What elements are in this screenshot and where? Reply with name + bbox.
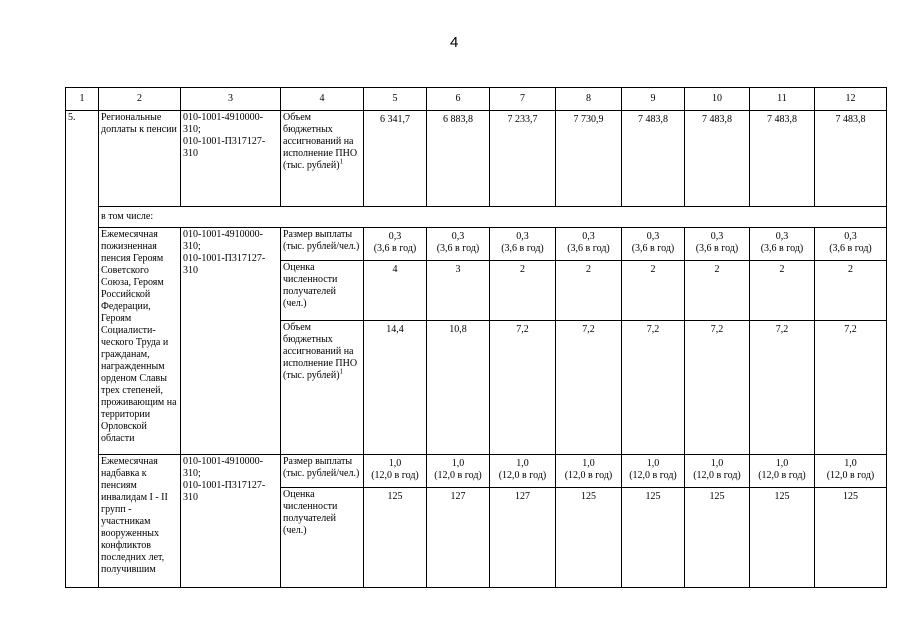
- value-cell: [490, 228, 556, 261]
- value: 127: [450, 491, 466, 502]
- column-header: 1: [66, 88, 99, 111]
- value-cell: [427, 261, 490, 321]
- value: 2: [714, 264, 720, 275]
- budget-code-2: 010-1001-П317127-310: [183, 136, 266, 159]
- value-cell: 6 341,7: [364, 111, 427, 207]
- value-cell: [364, 321, 427, 455]
- value: 3: [455, 264, 461, 275]
- column-header: 9: [622, 88, 685, 111]
- value-cell: [815, 488, 887, 588]
- row-number: 5.: [66, 111, 99, 588]
- value-cell: [685, 228, 750, 261]
- budget-code: [181, 455, 281, 588]
- value-cell: [622, 228, 685, 261]
- budget-code-2: 010-1001-П317127-310: [183, 480, 266, 503]
- value: 0,3: [582, 231, 595, 242]
- value-cell: [622, 261, 685, 321]
- value: 125: [387, 491, 403, 502]
- value-note: (12,0 в год): [564, 470, 613, 481]
- value-cell: [556, 261, 622, 321]
- value-cell: [750, 488, 815, 588]
- value: 14,4: [386, 324, 404, 335]
- value-cell: [364, 228, 427, 261]
- column-header: 11: [750, 88, 815, 111]
- value: 127: [515, 491, 530, 502]
- column-header: 7: [490, 88, 556, 111]
- value-cell: [750, 261, 815, 321]
- value: 7,2: [516, 324, 529, 335]
- value-cell: [556, 455, 622, 488]
- indicator: [281, 111, 364, 207]
- document-table: [65, 87, 887, 588]
- value-cell: 7 233,7: [490, 111, 556, 207]
- table-row: [66, 228, 887, 261]
- value: 7,2: [775, 324, 789, 335]
- value-cell: [622, 455, 685, 488]
- column-header: 5: [364, 88, 427, 111]
- budget-code-1: 010-1001-4910000-310;: [183, 112, 263, 135]
- value: 1,0: [516, 458, 529, 469]
- page-number: 4: [450, 34, 459, 51]
- value: 2: [520, 264, 525, 275]
- row-name: Региональные доплаты к пенсии: [99, 111, 181, 207]
- indicator-text: Объем бюджетных ассигнований на исполнение ПНО (тыс. рублей): [283, 322, 358, 381]
- value: 125: [843, 491, 858, 502]
- budget-code-1: 010-1001-4910000-310;: [183, 229, 263, 252]
- value-cell: [490, 455, 556, 488]
- value-cell: 7 730,9: [556, 111, 622, 207]
- value-cell: [815, 321, 887, 455]
- value: 1,0: [844, 458, 857, 469]
- value: 0,3: [388, 231, 402, 242]
- column-header: 8: [556, 88, 622, 111]
- section-b-name: Ежемесячная надбавка к пенсиям инвалидам I - II групп - участникам вооруженных конфликтов последних лет, получившим: [99, 455, 181, 588]
- indicator: [281, 321, 364, 455]
- footnote-mark: 1: [339, 157, 344, 166]
- value-cell: 7 483,8: [815, 111, 887, 207]
- value-cell: [427, 455, 490, 488]
- value: 125: [774, 491, 790, 502]
- value-cell: [490, 488, 556, 588]
- value-cell: [750, 228, 815, 261]
- value-note: (3,6 в год): [631, 243, 675, 254]
- header-row: [66, 88, 887, 111]
- value-note: (3,6 в год): [829, 243, 872, 254]
- value: 1,0: [710, 458, 724, 469]
- value-cell: [427, 488, 490, 588]
- value: 2: [848, 264, 853, 275]
- value-note: (12,0 в год): [434, 470, 482, 481]
- indicator: Размер выплаты (тыс. рублей/чел.): [281, 228, 364, 261]
- value-note: (12,0 в год): [693, 470, 741, 481]
- budget-code: [181, 228, 281, 455]
- value-cell: [750, 455, 815, 488]
- value: 1,0: [451, 458, 465, 469]
- value: 0,3: [844, 231, 857, 242]
- value: 7,2: [710, 324, 724, 335]
- indicator: Оценка численности получателей (чел.): [281, 488, 364, 588]
- column-header: 12: [815, 88, 887, 111]
- value: 2: [650, 264, 656, 275]
- value-cell: [750, 321, 815, 455]
- column-header: 4: [281, 88, 364, 111]
- value: 7,2: [844, 324, 857, 335]
- value: 10,8: [449, 324, 467, 335]
- value: 125: [709, 491, 725, 502]
- value: 7,2: [646, 324, 660, 335]
- including-label: в том числе:: [99, 207, 887, 228]
- value-note: (3,6 в год): [373, 243, 417, 254]
- budget-code-2: 010-1001-П317127-310: [183, 253, 266, 276]
- budget-code: [181, 111, 281, 207]
- value-note: (12,0 в год): [758, 470, 806, 481]
- value-cell: 7 483,8: [622, 111, 685, 207]
- indicator: Оценка численности получателей (чел.): [281, 261, 364, 321]
- value: 0,3: [516, 231, 529, 242]
- value: 2: [586, 264, 591, 275]
- value: 1,0: [646, 458, 660, 469]
- value-cell: [556, 321, 622, 455]
- value-cell: 7 483,8: [750, 111, 815, 207]
- value-cell: [685, 488, 750, 588]
- value: 1,0: [582, 458, 595, 469]
- value: 1,0: [775, 458, 789, 469]
- value-cell: [490, 321, 556, 455]
- value-note: (3,6 в год): [436, 243, 480, 254]
- value: 125: [645, 491, 661, 502]
- value-cell: [427, 321, 490, 455]
- value-note: (3,6 в год): [567, 243, 610, 254]
- footnote-mark: 1: [339, 367, 344, 376]
- value: 125: [581, 491, 596, 502]
- value-cell: 7 483,8: [685, 111, 750, 207]
- value-cell: [556, 228, 622, 261]
- value: 7,2: [582, 324, 595, 335]
- value-cell: [364, 455, 427, 488]
- value-cell: [685, 455, 750, 488]
- column-header: 3: [181, 88, 281, 111]
- value-note: (3,6 в год): [695, 243, 739, 254]
- value-note: (3,6 в год): [501, 243, 544, 254]
- value-note: (3,6 в год): [760, 243, 804, 254]
- value-cell: [364, 261, 427, 321]
- value-cell: [622, 321, 685, 455]
- value-cell: [815, 261, 887, 321]
- column-header: 6: [427, 88, 490, 111]
- value-note: (12,0 в год): [498, 470, 547, 481]
- value: 0,3: [646, 231, 660, 242]
- indicator: Размер выплаты (тыс. рублей/чел.): [281, 455, 364, 488]
- value-cell: 6 883,8: [427, 111, 490, 207]
- value-note: (12,0 в год): [371, 470, 419, 481]
- column-header: 10: [685, 88, 750, 111]
- table-row: [66, 455, 887, 488]
- value: 2: [779, 264, 785, 275]
- value-cell: [685, 321, 750, 455]
- value-cell: [815, 455, 887, 488]
- indicator-text: Объем бюджетных ассигнований на исполнение ПНО (тыс. рублей): [283, 112, 358, 171]
- value-cell: [427, 228, 490, 261]
- value: 0,3: [775, 231, 789, 242]
- budget-code-1: 010-1001-4910000-310;: [183, 456, 263, 479]
- value-cell: [490, 261, 556, 321]
- value-cell: [622, 488, 685, 588]
- section-a-name: Ежемесячная пожизненная пенсия Героям Советского Союза, Героям Российской Федерации, Героям Социалисти-ческого Труда и гражданам, награжденным орденом Славы трех степеней, проживающим на территории Орловской области: [99, 228, 181, 455]
- table-row: [66, 111, 887, 207]
- table-row: [66, 207, 887, 228]
- value: 4: [392, 264, 398, 275]
- value-cell: [556, 488, 622, 588]
- value-note: (12,0 в год): [629, 470, 677, 481]
- column-header: 2: [99, 88, 181, 111]
- value-cell: [815, 228, 887, 261]
- value: 0,3: [451, 231, 465, 242]
- value-note: (12,0 в год): [826, 470, 875, 481]
- value: 0,3: [710, 231, 724, 242]
- value: 1,0: [388, 458, 402, 469]
- value-cell: [364, 488, 427, 588]
- value-cell: [685, 261, 750, 321]
